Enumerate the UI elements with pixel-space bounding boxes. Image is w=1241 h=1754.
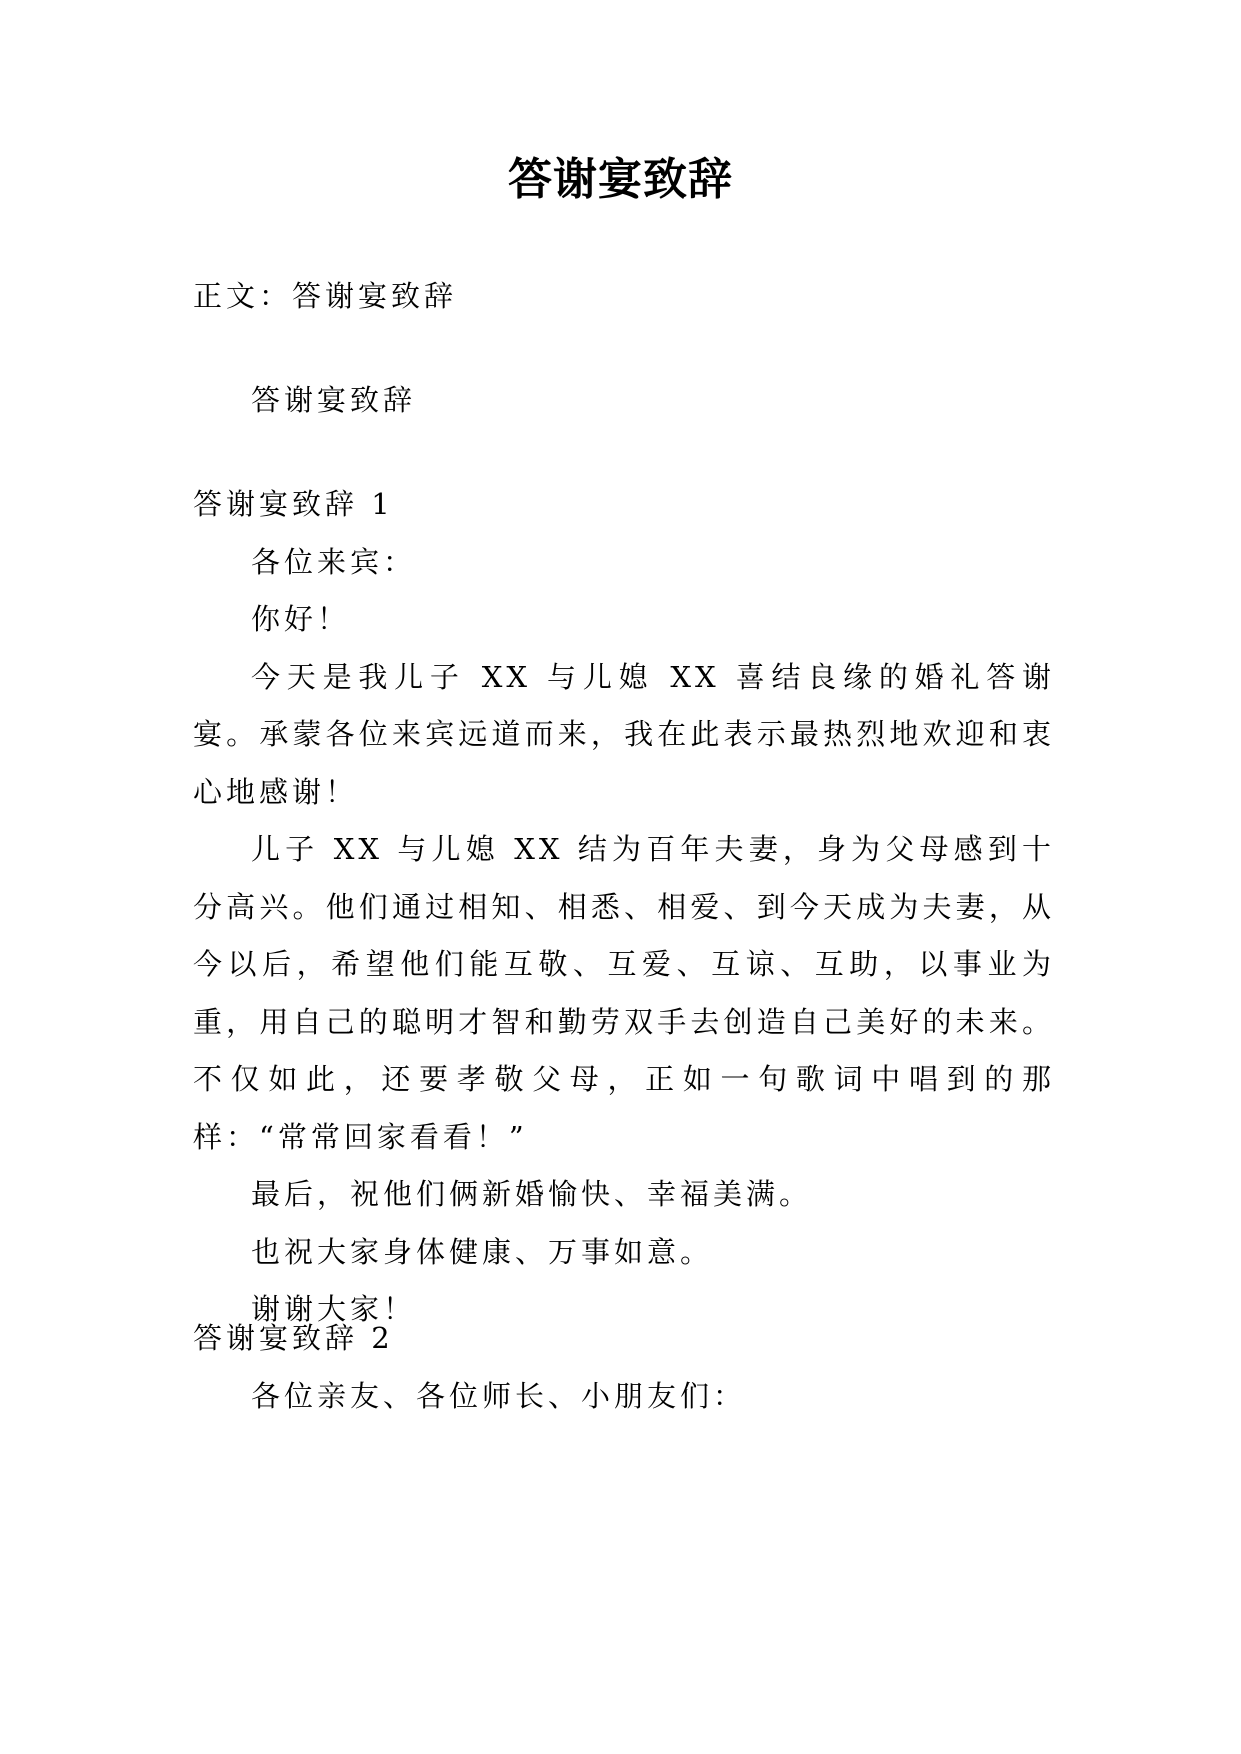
section-1-paragraph: 谢谢大家！ — [251, 1292, 417, 1326]
section-1-paragraph: 最后，祝他们俩新婚愉快、幸福美满。 — [251, 1177, 813, 1211]
section-1-heading: 答谢宴致辞 1 — [193, 487, 394, 521]
section-2 — [193, 1310, 1055, 1425]
main-label: 正文：答谢宴致辞 — [193, 279, 458, 313]
section-1 — [193, 476, 1055, 1339]
section-1-salutation: 各位来宾： — [251, 544, 417, 579]
section-1-paragraph: 也祝大家身体健康、万事如意。 — [251, 1234, 714, 1269]
document-title: 答谢宴致辞 — [508, 154, 733, 205]
section-1-paragraph: 儿子 XX 与儿媳 XX 结为百年夫妻，身为父母感到十分高兴。他们通过相知、相悉、相爱、到今天成为夫妻，从今以后，希望他们能互敬、互爱、互谅、互助，以事业为重，用自己的聪明才智和勤劳双手去创造自己美好的未来。不仅如此，还要孝敬父母，正如一句歌词中唱到的那样：“常常回家看看！” — [193, 832, 1055, 1154]
sub-heading: 答谢宴致辞 — [251, 383, 417, 417]
section-1-greeting: 你好！ — [251, 602, 351, 636]
section-2-heading: 答谢宴致辞 2 — [193, 1321, 394, 1355]
section-2-salutation: 各位亲友、各位师长、小朋友们： — [251, 1378, 747, 1413]
section-1-paragraph: 今天是我儿子 XX 与儿媳 XX 喜结良缘的婚礼答谢宴。承蒙各位来宾远道而来，我在此表示最热烈地欢迎和衷心地感谢！ — [193, 659, 1055, 809]
